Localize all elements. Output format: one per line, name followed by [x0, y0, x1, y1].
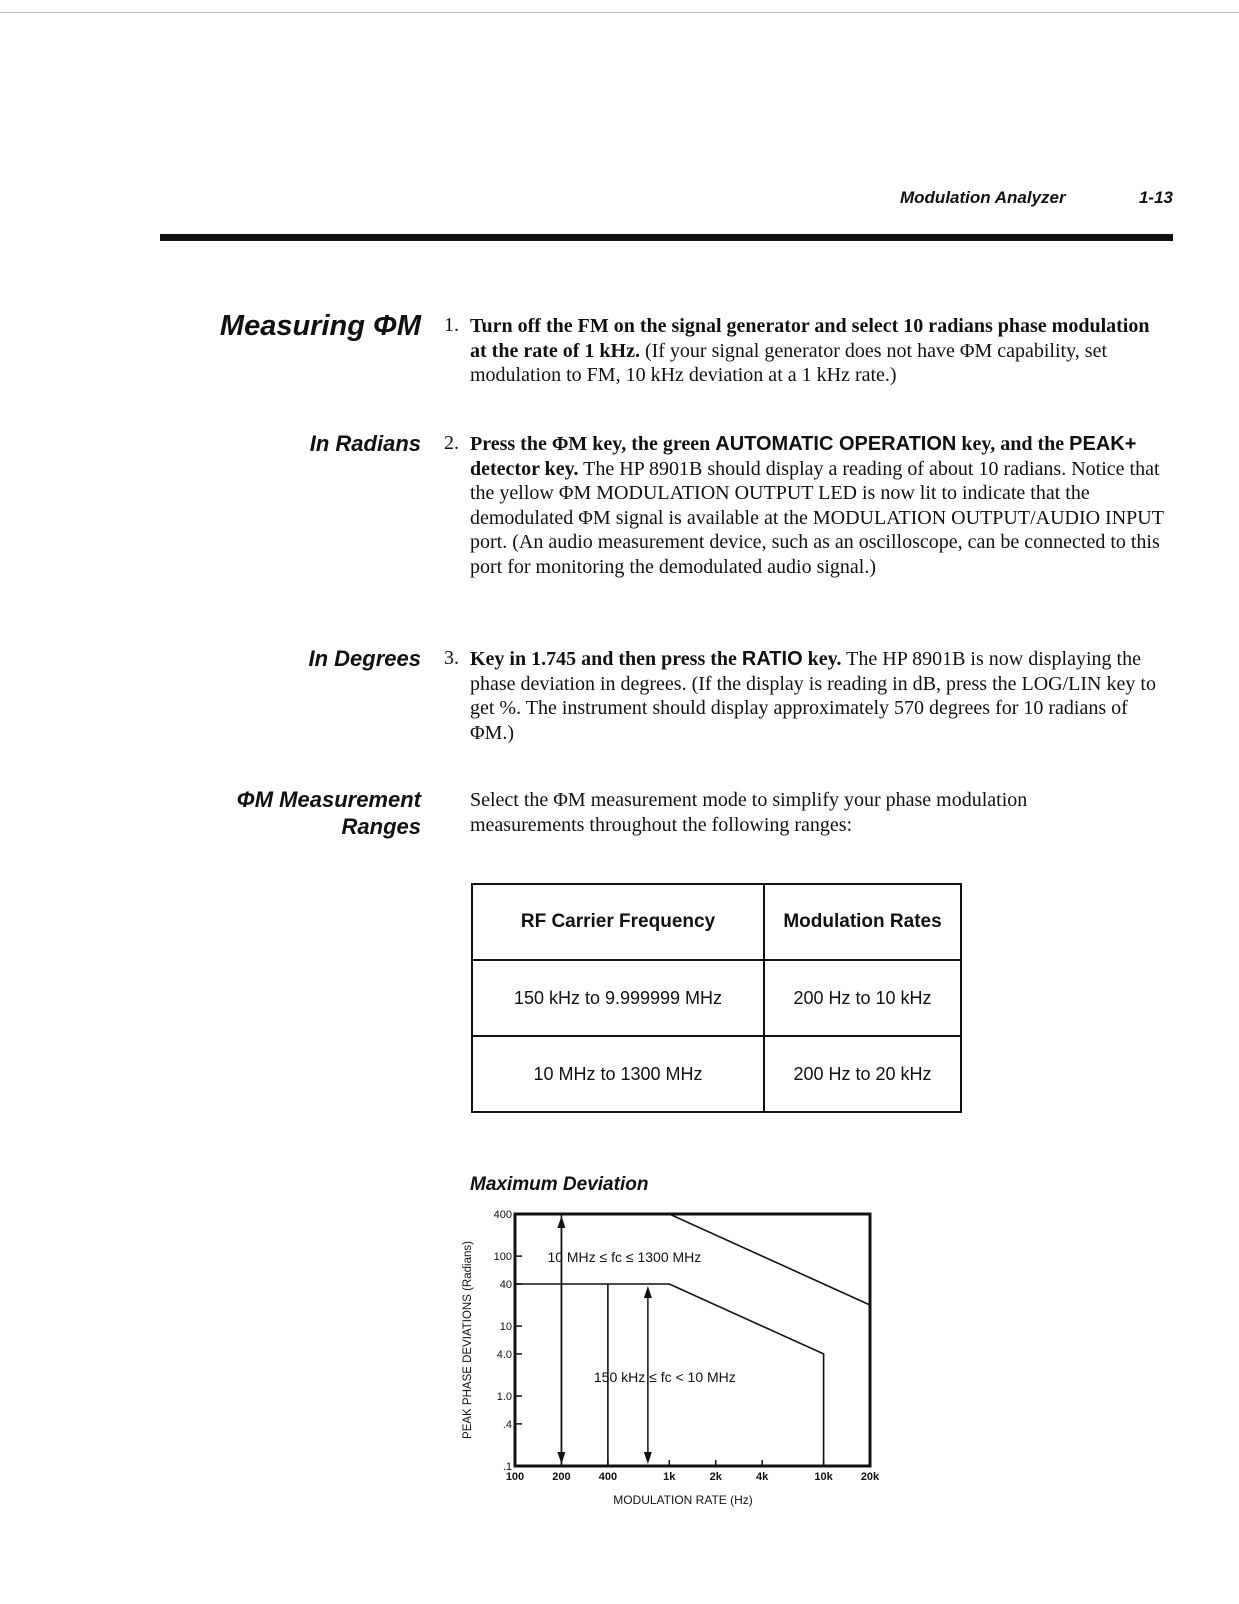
y-tick-label: 4.0: [496, 1348, 512, 1361]
ranges-intro: Select the ΦM measurement mode to simplify your phase modulation measurements throughout the following ranges:: [470, 789, 1028, 836]
x-tick-label: 4k: [756, 1471, 769, 1483]
chart-title: Maximum Deviation: [470, 1174, 649, 1195]
x-tick-label: 100: [505, 1471, 525, 1483]
step-2-rest: The HP 8901B should display a reading of about 10 radians. Notice that the yellow ΦM MODULATION OUTPUT LED is now lit to indicate that the demodulated ΦM signal is available at the MODULATION OUTPUT/AUDIO INPUT port. (An audio measurement device, such as an oscilloscope, can be connected to this port for monitoring the demodulated audio signal.): [470, 457, 1164, 578]
header-rule: [160, 234, 1173, 241]
x-tick-label: 200: [552, 1471, 571, 1483]
y-tick-label: 400: [493, 1209, 512, 1221]
heading-measuring-phase-mod: Measuring ΦM: [219, 310, 421, 342]
table-row: [472, 1036, 961, 1112]
step-1-number: 1.: [444, 314, 459, 336]
step-1-bold: Turn off the FM on the signal generator and select 10 radians phase modulation at the rate of 1 kHz.: [470, 315, 1150, 362]
step-2-key-automatic: AUTOMATIC OPERATION: [715, 433, 957, 455]
series-group: [515, 1214, 870, 1466]
maximum-deviation-chart: [455, 1200, 895, 1520]
range-arrow-head: [644, 1452, 652, 1464]
x-axis-label: MODULATION RATE (Hz): [613, 1493, 753, 1507]
y-tick-label: 40: [499, 1278, 512, 1291]
y-axis: [494, 1209, 522, 1473]
range-arrow-head: [557, 1452, 565, 1464]
step-2-bold-1: Press the ΦM key, the green: [470, 433, 716, 455]
table-cell: 150 kHz to 9.999999 MHz: [472, 960, 764, 1036]
y-tick-label: 10: [499, 1321, 512, 1334]
ranges-table: [471, 883, 962, 1113]
heading-in-radians: In Radians: [309, 431, 421, 456]
step-3-bold-3: key.: [802, 648, 842, 670]
series-label: 10 MHz ≤ fc ≤ 1300 MHz: [547, 1249, 702, 1266]
table-header-row: [472, 884, 961, 960]
heading-ranges-line1: ΦM Measurement: [236, 787, 421, 812]
x-tick-label: 20k: [860, 1471, 880, 1483]
table-cell: 10 MHz to 1300 MHz: [472, 1036, 764, 1112]
x-tick-label: 2k: [709, 1471, 722, 1483]
table-header: RF Carrier Frequency: [472, 884, 764, 960]
y-tick-label: .4: [502, 1418, 512, 1431]
step-2-bold-3: key, and the: [956, 433, 1070, 455]
heading-measurement-ranges: [237, 786, 421, 840]
x-tick-label: 1k: [663, 1471, 676, 1483]
step-3-number: 3.: [444, 647, 459, 669]
y-tick-label: 100: [493, 1251, 512, 1264]
step-2-number: 2.: [444, 432, 459, 454]
page-number: 1-13: [1138, 188, 1173, 207]
x-tick-label: 10k: [814, 1471, 833, 1483]
table-row: [472, 960, 961, 1036]
step-2-bold-5: detector key.: [470, 457, 579, 480]
running-header: [840, 188, 1173, 212]
heading-ranges-line2: Ranges: [341, 814, 421, 839]
step-3-bold-1: Key in 1.745 and then press the: [470, 648, 742, 670]
range-arrow-head: [557, 1216, 565, 1228]
table-cell: 200 Hz to 10 kHz: [764, 960, 961, 1036]
table-header: Modulation Rates: [764, 884, 961, 960]
step-2-text: [470, 432, 1170, 579]
step-3-rest: The HP 8901B is now displaying the phase deviation in degrees. (If the display is reading in dB, press the LOG/LIN key to get %. The instrument should display approximately 570 degrees for 10 radians of ΦM.): [470, 648, 1156, 744]
step-1-rest: (If your signal generator does not have ΦM capability, set modulation to FM, 10 kHz deviation at a 1 kHz rate.): [470, 339, 1108, 386]
y-axis-label: PEAK PHASE DEVIATIONS (Radians): [462, 1241, 474, 1439]
x-tick-label: 400: [598, 1471, 618, 1483]
step-1-text: [470, 314, 1170, 388]
header-title: Modulation Analyzer: [900, 188, 1066, 207]
y-tick-label: .1: [502, 1461, 512, 1473]
step-3-text: [470, 647, 1170, 745]
range-arrow-head: [644, 1286, 652, 1298]
table-cell: 200 Hz to 20 kHz: [764, 1036, 961, 1112]
step-2-key-peak: PEAK+: [1069, 433, 1137, 455]
top-scan-line: [0, 12, 1239, 13]
y-tick-label: 1.0: [496, 1391, 512, 1404]
step-3-key-ratio: RATIO: [741, 648, 803, 670]
heading-in-degrees: In Degrees: [308, 646, 421, 671]
series-label: 150 kHz ≤ fc < 10 MHz: [593, 1369, 736, 1386]
